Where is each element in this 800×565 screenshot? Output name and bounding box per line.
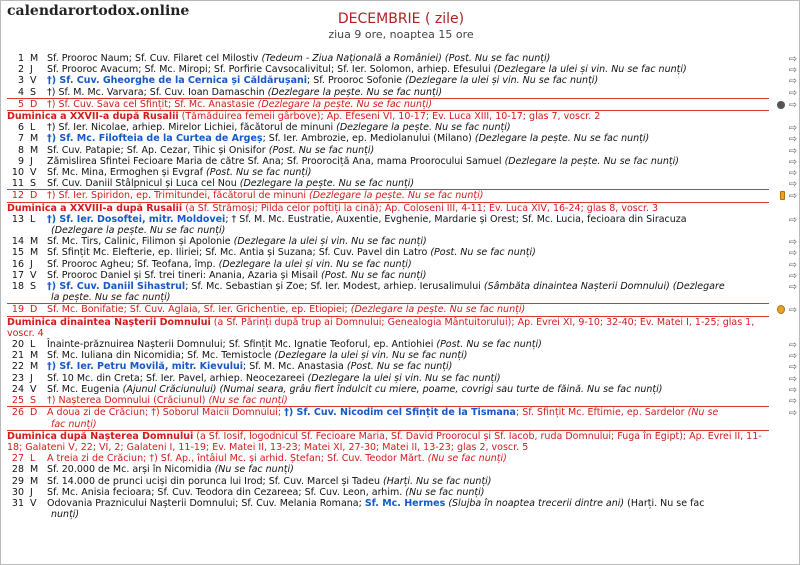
day-row: 3 V †) Sf. Cuv. Gheorghe de la Cernica și Căldărușani; Sf. Prooroc Sofonie (Dezlegare la ulei și vin. Nu se fac nunți) ⇨: [17, 75, 797, 88]
share-icon[interactable]: ⇨: [788, 237, 797, 249]
day-row: 20 L Înainte-prăznuirea Nașterii Domnului; Sf. Sfințit Mc. Ignatie Teoforul, ep. Antiohiei (Post. Nu se fac nunți) ⇨: [11, 339, 797, 352]
share-icon[interactable]: ⇨: [788, 396, 797, 408]
share-icon[interactable]: ⇨: [788, 156, 797, 168]
sunday-heading: Duminica a XXVII-a după Rusalii (Tămăduirea femeii gârbove); Ap. Efeseni VI, 10-17; Ev. Luca XIII, 10-17; glas 7, voscr. 2: [7, 111, 601, 123]
share-icon[interactable]: ⇨: [788, 259, 797, 271]
day-row: 13 L †) Sf. Ier. Dosoftei, mitr. Moldovei; † Sf. M. Mc. Eustratie, Auxentie, Evghenie, Mardarie și Orest; Sf. Mc. Lucia, fecioara din Siracuza (Dezlegare la pește. Nu se fac nunți) ⇨: [11, 213, 797, 237]
day-row: 4 S †) Sf. M. Mc. Varvara; Sf. Cuv. Ioan Damaschin (Dezlegare la pește. Nu se fac nunți) ⇨: [17, 86, 797, 99]
day-row: 2 J Sf. Prooroc Avacum; Sf. Mc. Miropi; Sf. Porfirie Cavsocalivitul; Sf. Ier. Solomon, arhiep. Efesului (Dezlegare la ulei și vin. Nu se fac nunți) ⇨: [17, 64, 797, 77]
share-icon[interactable]: ⇨: [788, 214, 797, 226]
share-icon[interactable]: ⇨: [788, 270, 797, 282]
fish-icon: [777, 305, 785, 314]
day-length: ziua 9 ore, noaptea 15 ore: [328, 28, 474, 41]
day-row: 7 M †) Sf. Mc. Filofteia de la Curtea de Argeș; Sf. Ier. Ambrozie, ep. Mediolanului (Milano) (Dezlegare la pește. Nu se fac nunți) ⇨: [17, 133, 797, 146]
share-icon[interactable]: ⇨: [788, 384, 797, 396]
share-icon[interactable]: ⇨: [788, 305, 797, 317]
calendar-list: [7, 53, 797, 521]
day-row: 9 J Zămislirea Sfintei Fecioare Maria de către Sf. Ana; Sf. Proorociță Ana, mama Proorocului Samuel (Dezlegare la pește. Nu se fac nunți) ⇨: [17, 155, 797, 168]
day-row: 18 S †) Sf. Cuv. Daniil Sihastrul; Sf. Mc. Sebastian și Zoe; Sf. Ier. Modest, arhiep. Ierusalimului (Sâmbăta dinaintea Nașterii Domnului) (Dezlegare la pește. Nu se fac nunți) ⇨: [11, 281, 797, 304]
day-row: 6 L †) Sf. Ier. Nicolae, arhiep. Mirelor Lichiei, făcătorul de minuni (Dezlegare la pește. Nu se fac nunți) ⇨: [17, 122, 797, 135]
day-row: 30 J Sf. Mc. Anisia fecioara; Sf. Cuv. Teodora din Cezareea; Sf. Cuv. Leon, arhim. (Nu se fac nunți): [11, 486, 485, 498]
share-icon[interactable]: ⇨: [788, 54, 797, 65]
share-icon[interactable]: ⇨: [788, 373, 797, 385]
share-icon[interactable]: ⇨: [788, 340, 797, 352]
day-row: 22 M †) Sf. Ier. Petru Movilă, mitr. Kievului; Sf. M. Mc. Anastasia (Post. Nu se fac nunți) ⇨: [11, 361, 797, 374]
day-row: 28 M Sf. 20.000 de Mc. arși în Nicomidia (Nu se fac nunți): [11, 464, 294, 476]
day-row: 29 M Sf. 14.000 de prunci uciși din porunca lui Irod; Sf. Cuv. Marcel și Tadeu (Harți. Nu se fac nunți): [11, 475, 492, 487]
day-row: 19 D Sf. Mc. Bonifatie; Sf. Cuv. Aglaia, Sf. Ier. Grichentie, ep. Etiopiei; (Dezlegare la pește. Nu se fac nunți) ⇨: [7, 303, 769, 316]
share-icon[interactable]: ⇨: [788, 282, 797, 294]
day-row: 8 M Sf. Cuv. Patapie; Sf. Ap. Cezar, Tihic și Onisifor (Post. Nu se fac nunți) ⇨: [17, 144, 797, 157]
site-title[interactable]: calendarortodox.online: [7, 3, 190, 19]
day-row: 10 V Sf. Mc. Mina, Ermoghen și Evgraf (Post. Nu se fac nunți) ⇨: [11, 167, 797, 180]
share-icon[interactable]: ⇨: [788, 351, 797, 363]
day-row: 5 D †) Sf. Cuv. Sava cel Sfințit; Sf. Mc. Anastasie (Dezlegare la pește. Nu se fac nunți) ⇨: [7, 98, 769, 111]
month-title: DECEMBRIE ( zile): [337, 11, 465, 27]
day-row: 15 M Sf. Sfințit Mc. Elefterie, ep. Iliriei; Sf. Mc. Antia și Suzana; Sf. Cuv. Pavel din Latro (Post. Nu se fac nunți) ⇨: [11, 247, 797, 260]
moon-icon: [777, 101, 785, 109]
share-icon[interactable]: ⇨: [788, 99, 797, 111]
share-icon[interactable]: ⇨: [788, 191, 797, 203]
sunday-heading: Duminica după Nașterea Domnului (a Sf. Iosif, logodnicul Sf. Fecioare Maria, Sf. David Proorocul și Sf. Iacob, ruda Domnului; Fuga în Egipt); Ap. Evrei II, 11-18; Galateni V, 22; VI, 2; Galateni I, 11-19; Ev. Matei II, 13-23; Matei XI, 27-30; Matei II, 13-23; glas 2, voscr. 5: [7, 430, 762, 453]
day-text: Sf. Proorоc Naum; Sf. Cuv. Filaret cel Milostiv (Tedeum - Ziua Națională a României) (Post. Nu se fac nunți): [47, 53, 551, 64]
day-row: 16 J Sf. Prooroc Agheu; Sf. Teofana, împ. (Dezlegare la ulei și vin. Nu se fac nunți) ⇨: [11, 258, 797, 271]
day-row: 12 D †) Sf. Ier. Spiridon, ep. Trimitundei, făcătorul de minuni (Dezlegare la pește. Nu se fac nunți) ⇨: [7, 189, 769, 202]
day-row: 11 S Sf. Cuv. Daniil Stâlpnicul și Luca cel Nou (Dezlegare la pește. Nu se fac nunți) ⇨: [11, 178, 797, 191]
share-icon[interactable]: ⇨: [788, 87, 797, 99]
day-row: [7, 53, 797, 65]
day-of-week: M: [30, 53, 39, 64]
day-row: 26 D A doua zi de Crăciun; †) Soborul Maicii Domnului; †) Sf. Cuv. Nicodim cel Sfințit de la Tismana; Sf. Sfințit Mc. Eftimie, ep. Sardelor (Nu se fac nunți) ⇨: [7, 407, 769, 430]
share-icon[interactable]: ⇨: [788, 145, 797, 157]
share-icon[interactable]: ⇨: [788, 408, 797, 420]
share-icon[interactable]: ⇨: [788, 76, 797, 88]
share-icon[interactable]: ⇨: [788, 134, 797, 146]
share-icon[interactable]: ⇨: [788, 248, 797, 260]
sunday-heading: Duminica dinaintea Nașterii Domnului (a Sf. Părinți după trup ai Domnului; Genealogia Mântuitorului); Ap. Evrei XI, 9-10; 32-40; Ev. Matei I, 1-25; glas 1, voscr. 4: [7, 316, 755, 339]
day-row: 14 M Sf. Mc. Tirs, Calinic, Filimon și Apolonie (Dezlegare la ulei și vin. Nu se fac nunți) ⇨: [11, 236, 797, 249]
day-row: 17 V Sf. Prooroc Daniel și Sf. trei tineri: Anania, Azaria și Misail (Post. Nu se fac nunți) ⇨: [11, 269, 797, 282]
share-icon[interactable]: ⇨: [788, 168, 797, 180]
sunday-heading: Duminica a XXVIII-a după Rusalii (a Sf. Strămoși; Pilda celor poftiți la cină); Ap. Coloseni III, 4-11; Ev. Luca XIV, 16-24; glas 8, voscr. 3: [7, 202, 659, 214]
share-icon[interactable]: ⇨: [788, 179, 797, 191]
day-row: 25 S †) Nașterea Domnului (Crăciunul) (Nu se fac nunți) ⇨: [7, 395, 769, 407]
day-row: 23 J Sf. 10 Mc. din Creta; Sf. Ier. Pavel, arhiep. Neocezareei (Dezlegare la ulei și vin. Nu se fac nunți) ⇨: [11, 372, 797, 385]
day-number: 1: [17, 53, 24, 64]
share-icon[interactable]: ⇨: [788, 123, 797, 135]
day-row: 31 V Odovania Praznicului Nașterii Domnului; Sf. Cuv. Melania Romana; Sf. Mc. Hermes (Slujba în noaptea trecerii dintre ani) (Harți. Nu se fac nunți): [11, 497, 705, 521]
share-icon[interactable]: ⇨: [788, 65, 797, 77]
day-row: 27 L A treia zi de Crăciun; †) Sf. Ap., întâiul Mc. și arhid. Ștefan; Sf. Cuv. Teodor Mărt. (Nu se fac nunți): [11, 453, 507, 465]
day-row: 24 V Sf. Mc. Eugenia (Ajunul Crăciunului) (Numai seara, grâu fiert îndulcit cu miere, poame, covrigi sau turte de făină. Nu se fac nunți) ⇨: [11, 383, 797, 396]
share-icon[interactable]: ⇨: [788, 362, 797, 374]
fish-icon: [780, 191, 785, 200]
day-row: 21 M Sf. Mc. Iuliana din Nicomidia; Sf. Mc. Temistocle (Dezlegare la ulei și vin. Nu se fac nunți) ⇨: [11, 350, 797, 363]
